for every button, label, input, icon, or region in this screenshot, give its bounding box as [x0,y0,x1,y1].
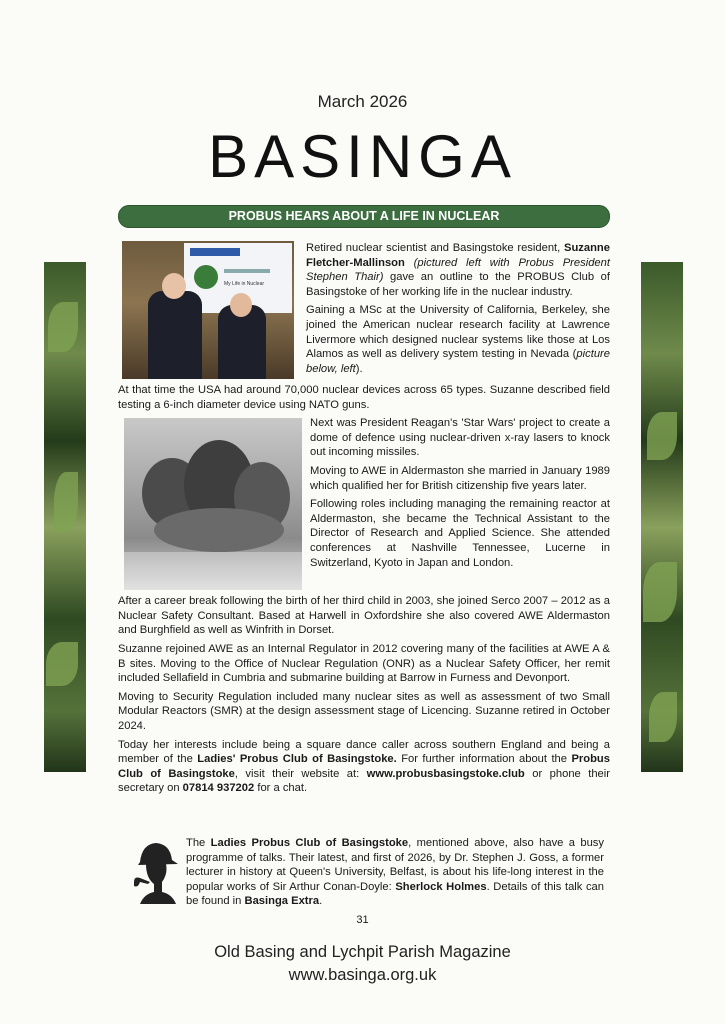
sherlock-holmes-silhouette-icon [132,840,180,906]
p4-text: Next was President Reagan's 'Star Wars' project to create a dome of defence using nuclear-driven x-ray lasers to knock out incoming missiles. [310,417,610,459]
screen-title: My Life in Nuclear [224,281,265,287]
left-foliage-image [44,262,86,772]
magazine-footer-url[interactable]: www.basinga.org.uk [288,966,437,984]
photo-caption-2: picture below, left [306,348,610,375]
nuclear-test-photo [124,418,302,590]
speaker-name: Suzanne Fletcher-Mallinson [306,242,610,269]
sherlock-holmes-text: Sherlock Holmes [395,880,487,893]
magazine-title: BASINGA [208,123,517,190]
photo-speaker-and-president [122,241,294,379]
lab-logo [190,248,240,256]
p10-text: Today her interests include being a square dance caller across southern England and being a member of the Ladies' Probus Club of Basingstoke. For further information about the Probus Club of Basingstoke, visit their website at: www.probusbasingstoke.club or phone their secretary on 07814 937202 for a chat. [118,738,610,795]
p3-text: At that time the USA had around 70,000 nuclear devices across 65 types. Suzanne described field testing a 6-inch diameter device using NATO guns. [118,384,610,411]
p1-text: Retired nuclear scientist and Basingstoke resident, [306,242,564,254]
ladies-probus-note: The Ladies Probus Club of Basingstoke, mentioned above, also have a busy programme of talks. Their latest, and first of 2026, by Dr. Stephen J. Goss, a former lecturer in history at Queen's University, Belfast, is about his life-long interest in the popular works of Sir Arthur Conan-Doyle: Sherlock Holmes. Details of this talk can be found in Basinga Extra. [186,837,604,908]
seal-logo [194,265,218,289]
right-foliage-image [641,262,683,772]
p9-text: Moving to Security Regulation included many nuclear sites as well as assessment of two Small Modular Reactors (SMR) at the design assessment stage of Licencing. Suzanne retired in October 2024. [118,690,610,732]
magazine-footer-title: Old Basing and Lychpit Parish Magazine [214,943,511,961]
article: PROBUS HEARS ABOUT A LIFE IN NUCLEAR My Life in Nuclear Retired nuclear scientist and Basingstoke resident, Suzanne Fletcher-Mallinson (pictured left with Probus President Stephen Thair) gave an outline to the PROBUS Club of Basingstoke of her working life in the nuclear industry. Gaining a MSc at the University of California, Berkeley, she joined the American nuclear research facility at Lawrence Livermore which designed nuclear systems like those at Los Alamos as well as delivery system testing in Nevada (picture below, left). At that time the USA had around 70,000 nuclear devices across 65 types. Suzanne described field testing a 6-inch diameter device using NATO guns. Next was President Reagan's 'Star Wars' project to create a dome of defence using nuclear-driven x-ray lasers to knock out incoming missiles. Moving to AWE in Aldermaston she married in January 1989 which qualified her for British citizenship five years later. Following roles including managing the remaining reactor at Aldermaston, she became the Technical Assistant to the Director of Research and Applied Science. She attended conferences at Nashville Tennessee, Lucerne in Switzerland, Kyoto in Japan and London. After a career break following the birth of her third child in 2003, she joined Serco 2007 – 2012 as a Nuclear Safety Consultant. Based at Harwell in Oxfordshire she also covered AWE Aldermaston and Burghfield as well as Winfrith in Dorset. Suzanne rejoined AWE as an Internal Regulator in 2012 covering many of the facilities at AWE A & B sites. Moving to the Office of Nuclear Regulation (ONR) as a Nuclear Safety Officer, her remit included Sellafield in Cumbria and submarine building at Barrow in Furness and Devonport. Moving to Security Regulation included many nuclear sites as well as assessment of two Small Modular Reactors (SMR) at the design assessment stage of Licencing. Suzanne retired in October 2024. Today her interests include being a square dance caller across southern England and being a member of the Ladies' Probus Club of Basingstoke. For further information about the Probus Club of Basingstoke, visit their website at: www.probusbasingstoke.club or phone their secretary on 07814 937202 for a chat. [118,205,610,800]
article-headline: PROBUS HEARS ABOUT A LIFE IN NUCLEAR [118,205,610,228]
photo-caption: (pictured left with Probus President Stephen Thair) [306,256,610,284]
p6-text: Following roles including managing the remaining reactor at Aldermaston, she became the Technical Assistant to the Director of Research and Applied Science. She attended conferences at Nashville Tennessee, Lucerne in Switzerland, Kyoto in Japan and London. [310,498,610,569]
phone-number: 07814 937202 [182,782,255,795]
ladies-probus-name: Ladies' Probus Club of Basingstoke. [197,753,397,766]
p5-text: Moving to AWE in Aldermaston she married in January 1989 which qualified her for British citizenship five years later. [310,464,610,492]
p8-text: Suzanne rejoined AWE as an Internal Regulator in 2012 covering many of the facilities at AWE A & B sites. Moving to the Office of Nuclear Regulation (ONR) as a Nuclear Safety Officer, her remit included Sellafield in Cumbria and submarine building at Barrow in Furness and Devonport. [118,642,610,685]
issue-date: March 2026 [317,92,408,111]
probus-club-name: Probus Club of Basingstoke [118,753,610,780]
person-left [148,291,202,379]
ladies-probus-club-name: Ladies Probus Club of Basingstoke [210,837,409,849]
page-number: 31 [356,914,369,926]
p2-text: Gaining a MSc at the University of California, Berkeley, she joined the American nuclear research facility at Lawrence Livermore which designed nuclear systems like those at Los Alamos as well as delivery system testing in Nevada ( [306,304,610,361]
p7-text: After a career break following the birth of her third child in 2003, she joined Serco 2007 – 2012 as a Nuclear Safety Consultant. Based at Harwell in Oxfordshire she also covered AWE Aldermaston and Burghfield as well as Winfrith in Dorset. [118,595,610,637]
basinga-extra-text: Basinga Extra [244,895,320,908]
website-link[interactable]: www.probusbasingstoke.club [366,767,525,780]
